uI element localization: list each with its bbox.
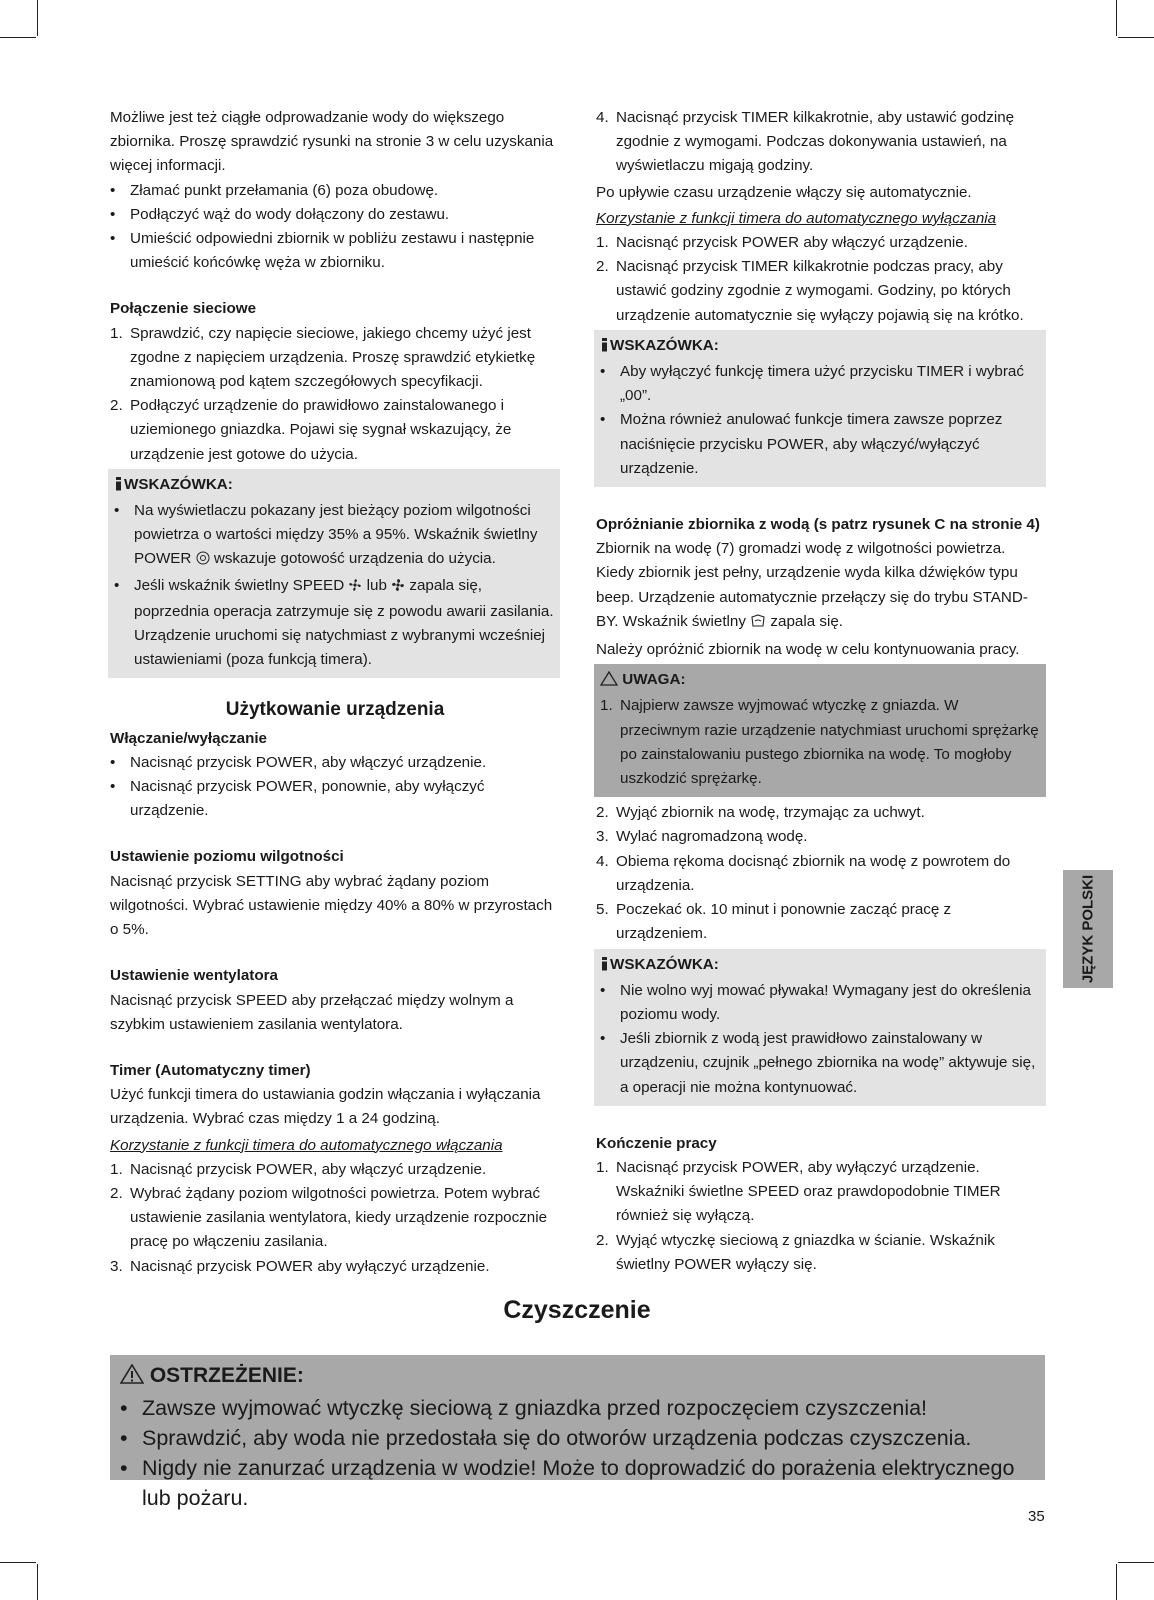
language-tab: JĘZYK POLSKI	[1063, 870, 1113, 988]
list-item: • Można również anulować funkcje timera zawsze poprzez naciśnięcie przycisku POWER, aby włączyć/wyłączyć urządzenie.	[600, 411, 1003, 477]
warning-triangle-icon	[600, 670, 618, 694]
timer-off-heading: Korzystanie z funkcji timera do automatycznego wyłączania	[596, 209, 997, 227]
power-heading: Połączenie sieciowe	[110, 300, 257, 318]
list-item: • Złamać punkt przełamania (6) poza obudowę.	[110, 181, 439, 199]
list-item: • Podłączyć wąż do wody dołączony do zestawu.	[110, 205, 450, 223]
list-item: 4. Nacisnąć przycisk TIMER kilkakrotnie, aby ustawić godzinę zgodnie z wymogami. Podczas dokonywania ustawień, na wyświetlaczu migają godziny.	[596, 109, 1015, 175]
info-icon	[114, 475, 124, 499]
right-column	[596, 106, 1046, 1277]
page-number: 35	[1028, 1508, 1045, 1525]
list-item: • Aby wyłączyć funkcję timera użyć przycisku TIMER i wybrać „00”.	[600, 363, 1024, 405]
note-box	[594, 949, 1046, 1106]
crop-mark	[1118, 37, 1154, 38]
note-title: WSKAZÓWKA:	[114, 473, 554, 499]
caution-box	[594, 664, 1046, 797]
crop-mark	[0, 37, 36, 38]
timer-text: Użyć funkcji timera do ustawiania godzin włączania i wyłączania urządzenia. Wybrać czas między 1 a 24 godziną.	[110, 1086, 541, 1128]
fan-fast-icon	[391, 576, 405, 600]
note-box	[108, 469, 560, 679]
tank-full-icon	[750, 612, 766, 636]
note-title: WSKAZÓWKA:	[600, 953, 1040, 979]
timer-on-heading: Korzystanie z funkcji timera do automatycznego włączania	[110, 1136, 503, 1154]
list-item: 1. Najpierw zawsze wyjmować wtyczkę z gniazda. W przeciwnym razie urządzenie natychmiast uruchomi sprężarkę po zainstalowaniu pustego zbiornika na wodę. To mogłoby uszkodzić sprężarkę.	[600, 697, 1039, 788]
list-item: • Jeśli wskaźnik świetlny SPEED lub zapala się, poprzednia operacja zatrzymuje się z powodu awarii zasilania. Urządzenie uruchomi się natychmiast z wybranymi wcześniej ustawieniami (poza funkcją timera).	[114, 576, 554, 669]
list-item: 2. Nacisnąć przycisk TIMER kilkakrotnie podczas pracy, aby ustawić godziny zgodnie z wymogami. Godziny, po których urządzenie automatycznie się wyłączy pojawią się na krótko.	[596, 258, 1024, 324]
list-item: 5. Poczekać ok. 10 minut i ponownie zacząć pracę z urządzeniem.	[596, 901, 952, 943]
list-item: 1. Nacisnąć przycisk POWER, aby włączyć urządzenie.	[110, 1160, 487, 1178]
empty-tank-text: Zbiornik na wodę (7) gromadzi wodę z wilgotności powietrza. Kiedy zbiornik jest pełny, urządzenie wyda kilka dźwięków typu beep. Urządzenie automatycznie przełączy się do trybu STAND-BY. Wskaźnik świetlny zapala się.	[596, 537, 1046, 636]
after-time-text: Po upływie czasu urządzenie włączy się automatycznie.	[596, 183, 972, 201]
list-item: • Nie wolno wyj mować pływaka! Wymagany jest do określenia poziomu wody.	[600, 981, 1031, 1023]
end-heading: Kończenie pracy	[596, 1134, 717, 1152]
power-steps	[110, 322, 560, 467]
warning-triangle-icon	[120, 1363, 144, 1393]
cleaning-title: Czyszczenie	[503, 1296, 651, 1324]
list-item: • Umieścić odpowiedni zbiornik w pobliżu zestawu i następnie umieścić końcówkę węża w zbiorniku.	[110, 230, 535, 272]
intro-bullets	[110, 179, 560, 276]
onoff-heading: Włączanie/wyłączanie	[110, 729, 268, 747]
note-box	[594, 330, 1046, 487]
crop-mark	[1116, 0, 1117, 36]
caution-title: UWAGA:	[600, 668, 1040, 694]
fan-heading: Ustawienie wentylatora	[110, 967, 278, 985]
note-title: WSKAZÓWKA:	[600, 334, 1040, 360]
list-item: 3. Wylać nagromadzoną wodę.	[596, 828, 808, 846]
empty-steps	[596, 801, 1046, 946]
end-steps	[596, 1156, 1046, 1277]
list-item: 2. Wyjąć zbiornik na wodę, trzymając za uchwyt.	[596, 804, 925, 822]
list-item: • Nacisnąć przycisk POWER, aby włączyć urządzenie.	[110, 753, 487, 771]
warning-box	[110, 1355, 1045, 1510]
list-item: 1. Nacisnąć przycisk POWER, aby wyłączyć urządzenie. Wskaźniki świetlne SPEED oraz prawdopodobnie TIMER również się wyłączą.	[596, 1158, 1001, 1225]
timer-on-step4	[596, 106, 1046, 179]
list-item: 1. Nacisnąć przycisk POWER aby włączyć urządzenie.	[596, 234, 968, 252]
usage-title: Użytkowanie urządzenia	[225, 699, 445, 721]
left-column	[110, 106, 560, 1279]
timer-on-steps	[110, 1158, 560, 1279]
crop-mark	[37, 0, 38, 36]
fan-text: Nacisnąć przycisk SPEED aby przełączać między wolnym a szybkim ustawieniem zasilania wentylatora.	[110, 991, 514, 1033]
crop-mark	[0, 1562, 36, 1563]
list-item: 2. Wyjąć wtyczkę sieciową z gniazdka w ścianie. Wskaźnik świetlny POWER wyłączy się.	[596, 1231, 995, 1273]
list-item: • Sprawdzić, aby woda nie przedostała się do otworów urządzenia podczas czyszczenia.	[120, 1426, 972, 1450]
intro-text: Możliwe jest też ciągłe odprowadzanie wody do większego zbiornika. Proszę sprawdzić rysunki na stronie 3 w celu uzyskania więcej informacji.	[110, 109, 554, 175]
fan-slow-icon	[348, 576, 362, 600]
empty-tank-heading: Opróżnianie zbiornika z wodą (s patrz rysunek C na stronie 4)	[596, 516, 1040, 534]
info-icon	[600, 336, 610, 360]
crop-mark	[1118, 1562, 1154, 1563]
list-item: • Nigdy nie zanurzać urządzenia w wodzie! Może to doprowadzić do porażenia elektrycznego lub pożaru.	[120, 1456, 1015, 1510]
list-item: 2. Wybrać żądany poziom wilgotności powietrza. Potem wybrać ustawienie zasilania wentylatora, kiedy urządzenie rozpocznie pracę po włączeniu zasilania.	[110, 1184, 548, 1251]
warning-title: OSTRZEŻENIE:	[120, 1361, 1035, 1393]
list-item: 2. Podłączyć urządzenie do prawidłowo zainstalowanego i uziemionego gniazdka. Pojawi się sygnał wskazujący, że urządzenie jest gotowe do użycia.	[110, 397, 512, 463]
humidity-text: Nacisnąć przycisk SETTING aby wybrać żądany poziom wilgotności. Wybrać ustawienie między 40% a 80% w przyrostach o 5%.	[110, 872, 553, 939]
power-indicator-icon	[196, 549, 210, 573]
empty-tank-text-2: Należy opróżnić zbiornik na wodę w celu kontynuowania pracy.	[596, 641, 1020, 659]
list-item: • Na wyświetlaczu pokazany jest bieżący poziom wilgotności powietrza o wartości między 35% a 95%. Wskaźnik świetlny POWER wskazuje gotowość urządzenia do użycia.	[114, 499, 554, 574]
onoff-bullets	[110, 751, 560, 824]
timer-heading: Timer (Automatyczny timer)	[110, 1061, 311, 1079]
list-item: • Zawsze wyjmować wtyczkę sieciową z gniazdka przed rozpoczęciem czyszczenia!	[120, 1396, 928, 1420]
list-item: 1. Sprawdzić, czy napięcie sieciowe, jakiego chcemy użyć jest zgodne z napięciem urządzenia. Proszę sprawdzić etykietkę znamionową pod kątem szczegółowych specyfikacji.	[110, 324, 536, 391]
list-item: • Nacisnąć przycisk POWER, ponownie, aby wyłączyć urządzenie.	[110, 778, 485, 820]
humidity-heading: Ustawienie poziomu wilgotności	[110, 848, 344, 866]
timer-off-steps	[596, 231, 1046, 328]
list-item: 3. Nacisnąć przycisk POWER aby wyłączyć urządzenie.	[110, 1257, 490, 1275]
info-icon	[600, 955, 610, 979]
list-item: 4. Obiema rękoma docisnąć zbiornik na wodę z powrotem do urządzenia.	[596, 852, 1011, 894]
crop-mark	[37, 1564, 38, 1600]
list-item: • Jeśli zbiornik z wodą jest prawidłowo zainstalowany w urządzeniu, czujnik „pełnego zbiornika na wodę” aktywuje się, a operacji nie można kontynuować.	[600, 1030, 1036, 1096]
crop-mark	[1116, 1564, 1117, 1600]
